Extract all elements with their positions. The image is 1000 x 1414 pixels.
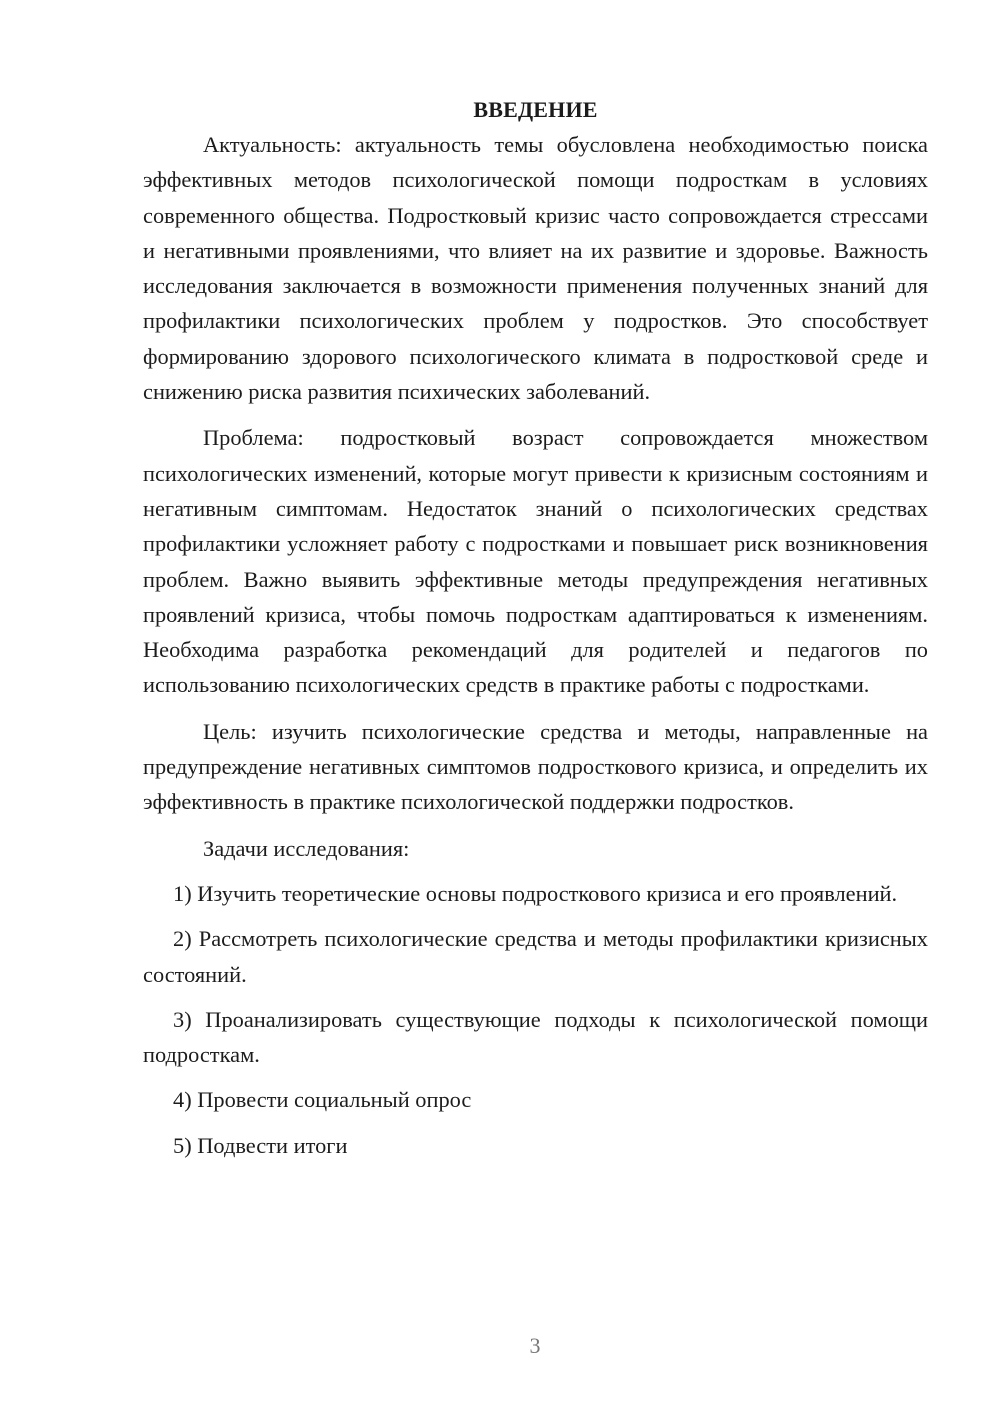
task-item: 2) Рассмотреть психологические средства и методы профилактики кризисных состояний.	[143, 926, 928, 987]
paragraph-problem: Проблема: подростковый возраст сопровождается множеством психологических изменений, которые могут привести к кризисным состояниям и негативным симптомам. Недостаток знаний о психологических средствах профилактики усложняет работу с подростками и повышает риск возникновения проблем. Важно выявить эффективные методы предупреждения негативных проявлений кризиса, чтобы помочь подросткам адаптироваться к изменениям. Необходима разработка рекомендаций для родителей и педагогов по использованию психологических средств в практике работы с подростками.	[143, 425, 928, 698]
page-number: 3	[529, 1333, 541, 1358]
task-item: 5) Подвести итоги	[173, 1132, 348, 1158]
task-item: 3) Проанализировать существующие подходы к психологической помощи подросткам.	[143, 1006, 928, 1068]
section-title: ВВЕДЕНИЕ	[473, 97, 598, 122]
page-content	[143, 92, 928, 1173]
task-item: 4) Провести социальный опрос	[173, 1087, 472, 1113]
task-item: 1) Изучить теоретические основы подросткового кризиса и его проявлений.	[173, 880, 898, 906]
tasks-heading: Задачи исследования:	[203, 835, 410, 861]
paragraph-goal: Цель: изучить психологические средства и методы, направленные на предупреждение негативных симптомов подросткового кризиса, и определить их эффективность в практике психологической поддержки подростков.	[143, 718, 928, 815]
paragraph-relevance: Актуальность: актуальность темы обусловлена необходимостью поиска эффективных методов психологической помощи подросткам в условиях современного общества. Подростковый кризис часто сопровождается стрессами и негативными проявлениями, что влияет на их развитие и здоровье. Важность исследования заключается в возможности применения полученных знаний для профилактики психологических проблем у подростков. Это способствует формированию здорового психологического климата в подростковой среде и снижению риска развития психических заболеваний.	[143, 132, 928, 405]
